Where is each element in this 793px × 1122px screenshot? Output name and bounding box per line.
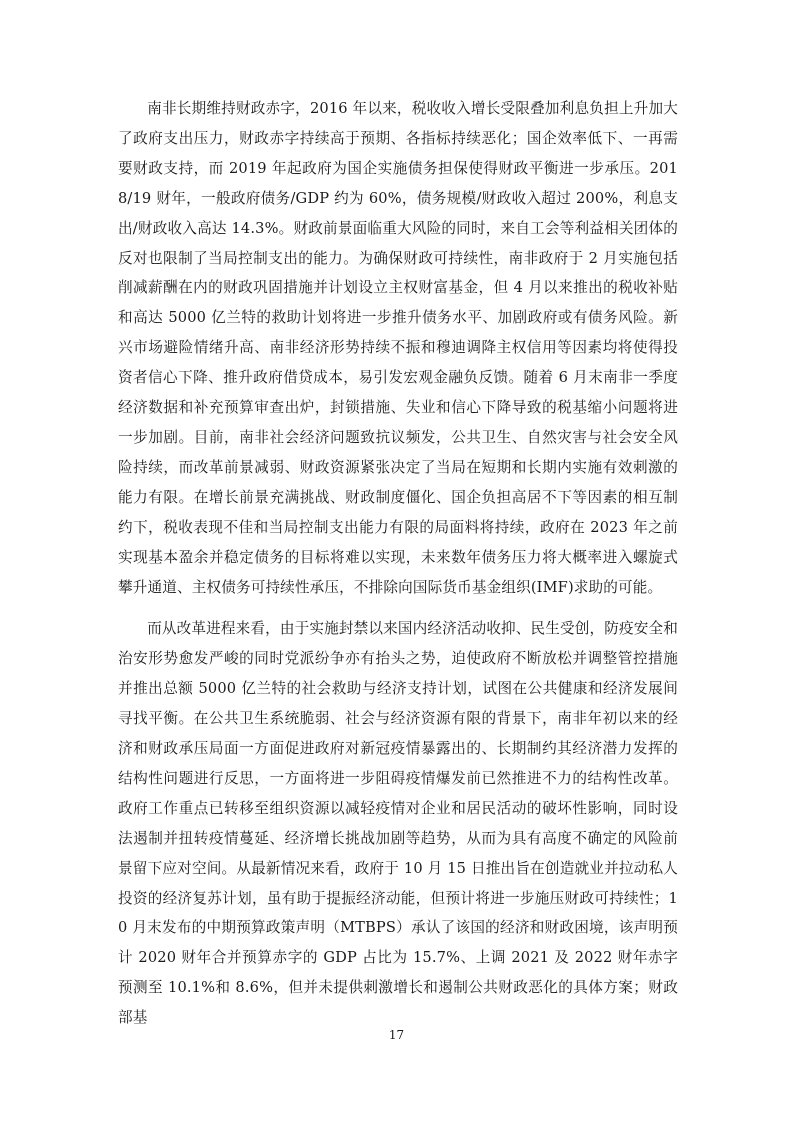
page-number: 17 (388, 1028, 405, 1042)
page-body (118, 94, 678, 1033)
paragraph-fiscal-deficit: 南非长期维持财政赤字，2016 年以来，税收收入增长受限叠加利息负担上升加大了政府支出压力，财政赤字持续高于预期、各指标持续恶化；国企效率低下、一再需要财政支持，而 2019 年起政府为国企实施债务担保使得财政平衡进一步承压。2018/19 财年，一般政府债务/GDP 约为 60%，债务规模/财政收入超过 200%，利息支出/财政收入高达 14.3%。财政前景面临重大风险的同时，来自工会等利益相关团体的反对也限制了当局控制支出的能力。为确保财政可持续性，南非政府于 2 月实施包括削减薪酬在内的财政巩固措施并计划设立主权财富基金，但 4 月以来推出的税收补贴和高达 5000 亿兰特的救助计划将进一步推升债务水平、加剧政府或有债务风险。新兴市场避险情绪升高、南非经济形势持续不振和穆迪调降主权信用等因素均将使得投资者信心下降、推升政府借贷成本，易引发宏观金融负反馈。随着 6 月末南非一季度经济数据和补充预算审查出炉，封锁措施、失业和信心下降导致的税基缩小问题将进一步加剧。目前，南非社会经济问题致抗议频发，公共卫生、自然灾害与社会安全风险持续，而改革前景减弱、财政资源紧张决定了当局在短期和长期内实施有效刺激的能力有限。在增长前景充满挑战、财政制度僵化、国企负担高居不下等因素的相互制约下，税收表现不佳和当局控制支出能力有限的局面料将持续，政府在 2023 年之前实现基本盈余并稳定债务的目标将难以实现，未来数年债务压力将大概率进入螺旋式攀升通道、主权债务可持续性承压，不排除向国际货币基金组织(IMF)求助的可能。 (118, 100, 678, 596)
paragraph-reform-progress: 而从改革进程来看，由于实施封禁以来国内经济活动收抑、民生受创，防疫安全和治安形势愈发严峻的同时党派纷争亦有抬头之势，迫使政府不断放松并调整管控措施并推出总额 5000 亿兰特的社会救助与经济支持计划，试图在公共健康和经济发展间寻找平衡。在公共卫生系统脆弱、社会与经济资源有限的背景下，南非年初以来的经济和财政承压局面一方面促进政府对新冠疫情暴露出的、长期制约其经济潜力发挥的结构性问题进行反思，一方面将进一步阻碍疫情爆发前已然推进不力的结构性改革。政府工作重点已转移至组织资源以减轻疫情对企业和居民活动的破坏性影响，同时设法遏制并扭转疫情蔓延、经济增长挑战加剧等趋势，从而为具有高度不确定的风险前景留下应对空间。从最新情况来看，政府于 10 月 15 日推出旨在创造就业并拉动私人投资的经济复苏计划，虽有助于提振经济动能，但预计将进一步施压财政可持续性；10 月末发布的中期预算政策声明（MTBPS）承认了该国的经济和财政困境，该声明预计 2020 财年合并预算赤字的 GDP 占比为 15.7%、上调 2021 及 2022 财年赤字预测至 10.1%和 8.6%，但并未提供刺激增长和遏制公共财政恶化的具体方案；财政部基 (118, 620, 678, 1027)
